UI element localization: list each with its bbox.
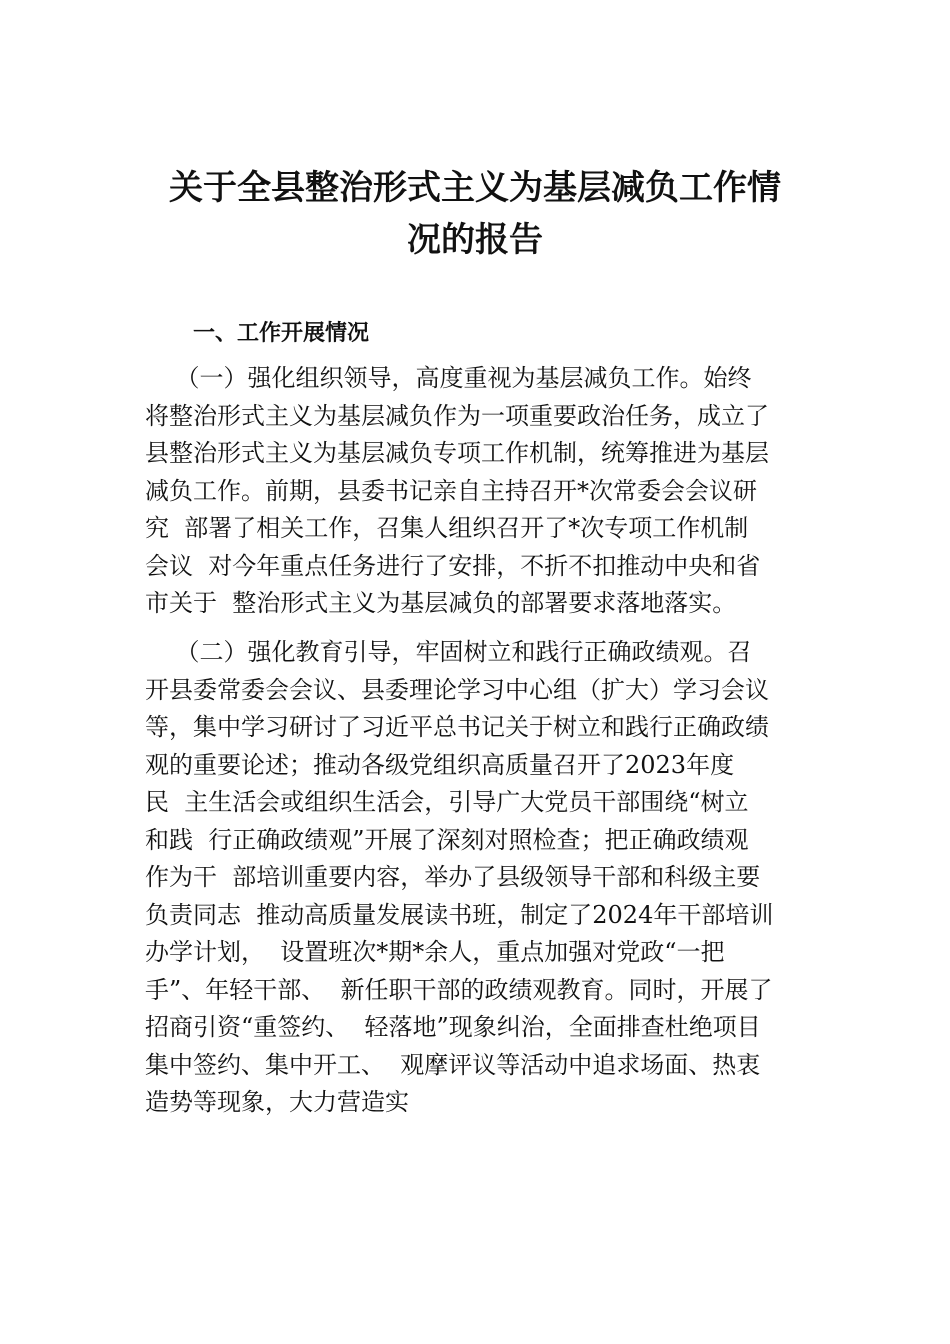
paragraph-line: 观的重要论述；推动各级党组织高质量召开了2023年度 [145, 750, 735, 779]
paragraph-line: 将整治形式主义为基层减负作为一项重要政治任务，成立了 [145, 401, 769, 430]
paragraph-line: 和践 行正确政绩观”开展了深刻对照检查；把正确政绩观 [145, 825, 749, 854]
paragraph-line: 作为干 部培训重要内容，举办了县级领导干部和科级主要 [145, 863, 761, 891]
paragraph-line: 究 部署了相关工作，召集人组织召开了*次专项工作机制 [145, 514, 749, 542]
paragraph-line: 会议 对今年重点任务进行了安排，不折不扣推动中央和省 [145, 551, 761, 580]
paragraph-1 [145, 360, 825, 623]
title-line: 关于全县整治形式主义为基层减负工作情 [169, 168, 781, 208]
paragraph-line: 减负工作。前期，县委书记亲自主持召开*次常委会会议研 [145, 476, 757, 505]
paragraph-line: （二）强化教育引导，牢固树立和践行正确政绩观。召 [145, 638, 752, 666]
title-line: 况的报告 [407, 220, 543, 260]
paragraph-line: 等，集中学习研讨了习近平总书记关于树立和践行正确政绩 [145, 713, 769, 741]
paragraph-line: 开县委常委会会议、县委理论学习中心组（扩大）学习会议 [145, 675, 769, 704]
paragraph-2 [145, 634, 825, 1122]
document-title [130, 162, 820, 266]
paragraph-line: 市关于 整治形式主义为基层减负的部署要求落地落实。 [145, 589, 737, 617]
paragraph-line: （一）强化组织领导，高度重视为基层减负工作。始终 [145, 364, 752, 392]
paragraph-line: 县整治形式主义为基层减负专项工作机制，统筹推进为基层 [145, 439, 769, 467]
paragraph-line: 手”、年轻干部、 新任职干部的政绩观教育。同时，开展了 [145, 975, 773, 1004]
section-heading: 一、工作开展情况 [193, 321, 370, 346]
paragraph-line: 造势等现象，大力营造实 [145, 1088, 409, 1116]
paragraph-line: 民 主生活会或组织生活会，引导广大党员干部围绕“树立 [145, 788, 749, 816]
paragraph-line: 负责同志 推动高质量发展读书班，制定了2024年干部培训 [145, 900, 774, 929]
paragraph-line: 招商引资“重签约、 轻落地”现象纠治，全面排查杜绝项目 [145, 1013, 761, 1041]
paragraph-line: 办学计划， 设置班次*期*余人，重点加强对党政“一把 [145, 938, 725, 966]
paragraph-line: 集中签约、集中开工、 观摩评议等活动中追求场面、热衷 [145, 1050, 761, 1079]
